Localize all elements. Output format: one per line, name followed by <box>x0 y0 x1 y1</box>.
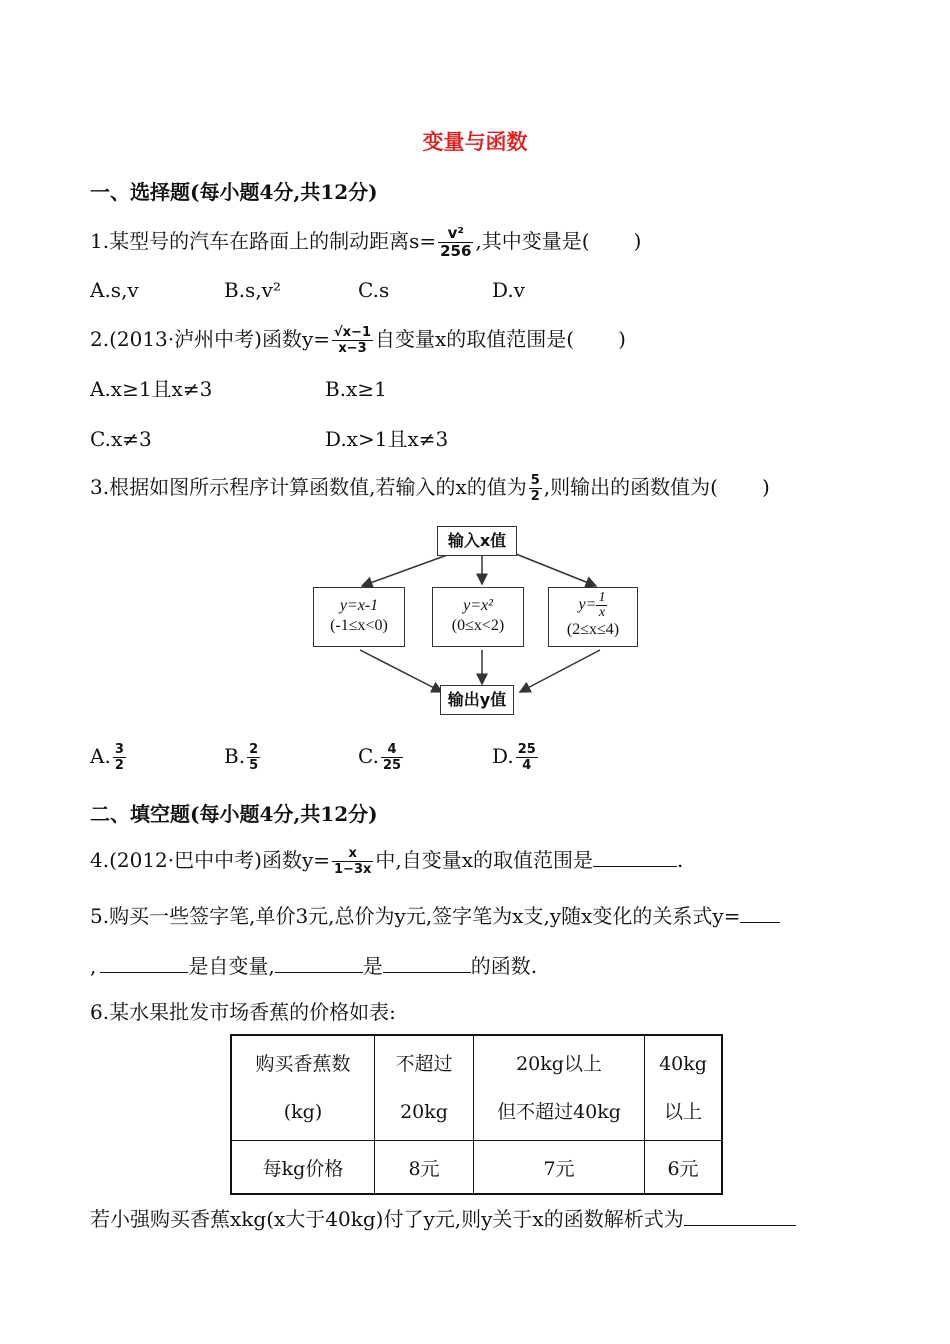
q3-option-c-fraction <box>381 742 403 773</box>
table-header-cell <box>645 1035 723 1141</box>
q2-option-a: A.x≥1且x≠3 <box>90 377 213 401</box>
flowchart-output-box <box>440 685 514 715</box>
question-4 <box>90 844 683 877</box>
q1-option-c: C.s <box>358 278 390 302</box>
flowchart-left-equation: y=x-1 <box>339 597 379 614</box>
question-5-line1 <box>90 900 780 930</box>
cell-line: 购买香蕉数 <box>255 1053 351 1075</box>
q5-blank-3[interactable] <box>383 950 471 973</box>
arrow-input-left <box>362 554 450 586</box>
q3-close: ) <box>761 475 770 499</box>
q2-suffix: 自变量x的取值范围是( <box>375 327 575 351</box>
table-cell: 8元 <box>375 1141 474 1195</box>
q1-close: ) <box>633 229 642 253</box>
q1-prefix: 1.某型号的汽车在路面上的制动距离s= <box>90 229 437 253</box>
question-6-intro: 6.某水果批发市场香蕉的价格如表: <box>90 1000 396 1024</box>
q2-option-d: D.x>1且x≠3 <box>325 427 449 451</box>
q4-prefix: 4.(2012·巴中中考)函数y= <box>90 848 330 872</box>
q3-option-b <box>224 742 262 773</box>
flowchart-output-label: 输出y值 <box>447 690 507 709</box>
q1-frac-den: 256 <box>440 242 472 260</box>
flowchart-input-label: 输入x值 <box>447 531 507 550</box>
cell-line: 40kg <box>659 1053 707 1075</box>
table-header-cell <box>375 1035 474 1141</box>
q3-option-c <box>358 742 405 773</box>
q3-option-a-den: 2 <box>114 758 124 773</box>
q2-option-b: B.x≥1 <box>325 377 387 401</box>
cell-line: (kg) <box>283 1101 323 1123</box>
q5-line2-d: 的函数. <box>470 954 538 978</box>
flowchart-mid-condition: (0≤x<2) <box>451 617 505 634</box>
cell-line: 20kg <box>400 1101 448 1123</box>
flowchart-left-condition: (-1≤x<0) <box>330 617 388 634</box>
table-cell: 每kg价格 <box>231 1141 375 1195</box>
flowchart-box-mid <box>432 587 524 647</box>
q3-suffix: ,则输出的函数值为( <box>543 475 718 499</box>
cell-line: 以上 <box>663 1101 702 1123</box>
q1-suffix: ,其中变量是( <box>475 229 590 253</box>
q4-fraction <box>332 846 373 877</box>
q1-frac-num: v² <box>438 225 473 243</box>
page-title: 变量与函数 <box>422 129 528 154</box>
table-cell: 6元 <box>645 1141 723 1195</box>
flowchart-box-left <box>313 587 405 647</box>
q3-option-d-label: D. <box>492 744 514 768</box>
q4-frac-den: 1−3x <box>334 862 372 877</box>
arrow-right-output <box>520 650 600 692</box>
q1-option-b: B.s,v² <box>224 278 281 302</box>
q3-prefix: 3.根据如图所示程序计算函数值,若输入的x的值为 <box>90 475 527 499</box>
price-table <box>230 1034 723 1195</box>
q3-frac-den: 2 <box>530 489 540 504</box>
q5-line2-c: 是 <box>362 954 383 978</box>
q3-option-a-label: A. <box>90 744 111 768</box>
question-6-prompt <box>90 1203 796 1233</box>
q3-option-d-num: 25 <box>517 742 536 757</box>
q6-question-text: 若小强购买香蕉xkg(x大于40kg)付了y元,则y关于x的函数解析式为 <box>90 1207 684 1231</box>
flowchart-right-eq-prefix: y= <box>578 596 597 614</box>
q2-option-c: C.x≠3 <box>90 427 152 451</box>
q5-blank-1[interactable] <box>100 950 188 973</box>
q5-line2-comma: , <box>90 954 97 978</box>
q3-option-c-den: 25 <box>382 758 402 773</box>
question-3 <box>90 473 770 504</box>
q2-frac-den: x−3 <box>338 341 367 356</box>
arrow-left-output <box>360 650 442 692</box>
question-2 <box>90 325 626 356</box>
q1-option-d: D.v <box>492 278 525 302</box>
q4-suffix: 中,自变量x的取值范围是 <box>375 848 594 872</box>
q3-option-b-num: 2 <box>249 742 259 757</box>
flowchart-box-right <box>548 587 638 647</box>
q2-frac-num: √x−1 <box>334 325 371 340</box>
q5-blank-expression[interactable] <box>740 900 780 923</box>
flowchart-right-equation <box>549 591 637 620</box>
q3-option-c-label: C. <box>358 744 379 768</box>
q3-fraction <box>529 473 542 504</box>
table-header-cell <box>474 1035 645 1141</box>
flowchart-input-box <box>437 526 517 556</box>
flowchart-right-fraction <box>596 591 607 620</box>
q5-line1-text: 5.购买一些签字笔,单价3元,总价为y元,签字笔为x支,y随x变化的关系式y= <box>90 904 741 928</box>
table-header-cell <box>231 1035 375 1141</box>
q3-option-a-fraction <box>113 742 126 773</box>
q6-answer-blank[interactable] <box>684 1203 796 1226</box>
q2-prefix: 2.(2013·泸州中考)函数y= <box>90 327 330 351</box>
flowchart-right-condition: (2≤x≤4) <box>566 621 620 638</box>
table-header-row <box>231 1035 722 1141</box>
q3-option-b-label: B. <box>224 744 246 768</box>
flowchart-right-num: 1 <box>598 590 606 605</box>
q3-option-b-fraction <box>247 742 260 773</box>
flowchart-right-den: x <box>598 605 606 620</box>
q1-option-a: A.s,v <box>90 278 139 302</box>
cell-line: 不超过 <box>395 1053 453 1075</box>
q5-blank-2[interactable] <box>275 950 363 973</box>
q3-option-b-den: 5 <box>249 758 259 773</box>
table-row <box>231 1141 722 1195</box>
section-heading-choice: 一、选择题(每小题4分,共12分) <box>90 180 378 204</box>
question-5-line2 <box>90 950 537 980</box>
q4-frac-num: x <box>332 846 373 862</box>
question-1 <box>90 225 641 260</box>
q3-option-c-num: 4 <box>381 742 403 758</box>
q3-option-d-den: 4 <box>522 758 532 773</box>
cell-line: 20kg以上 <box>516 1053 602 1075</box>
flowchart-mid-equation: y=x² <box>463 597 493 614</box>
q4-answer-blank[interactable] <box>593 844 677 867</box>
section-heading-fill: 二、填空题(每小题4分,共12分) <box>90 802 378 826</box>
q5-line2-b: 是自变量, <box>188 954 275 978</box>
q3-frac-num: 5 <box>530 473 540 488</box>
q4-end: . <box>677 848 684 872</box>
q3-option-d-fraction <box>516 742 538 773</box>
q1-fraction <box>438 225 473 260</box>
q3-option-a-num: 3 <box>114 742 124 757</box>
table-cell: 7元 <box>474 1141 645 1195</box>
q2-close: ) <box>618 327 626 351</box>
arrow-input-right <box>516 554 596 586</box>
cell-line: 但不超过40kg <box>497 1101 621 1123</box>
q3-option-a <box>90 742 128 773</box>
q3-option-d <box>492 742 540 773</box>
q2-fraction <box>332 325 373 356</box>
